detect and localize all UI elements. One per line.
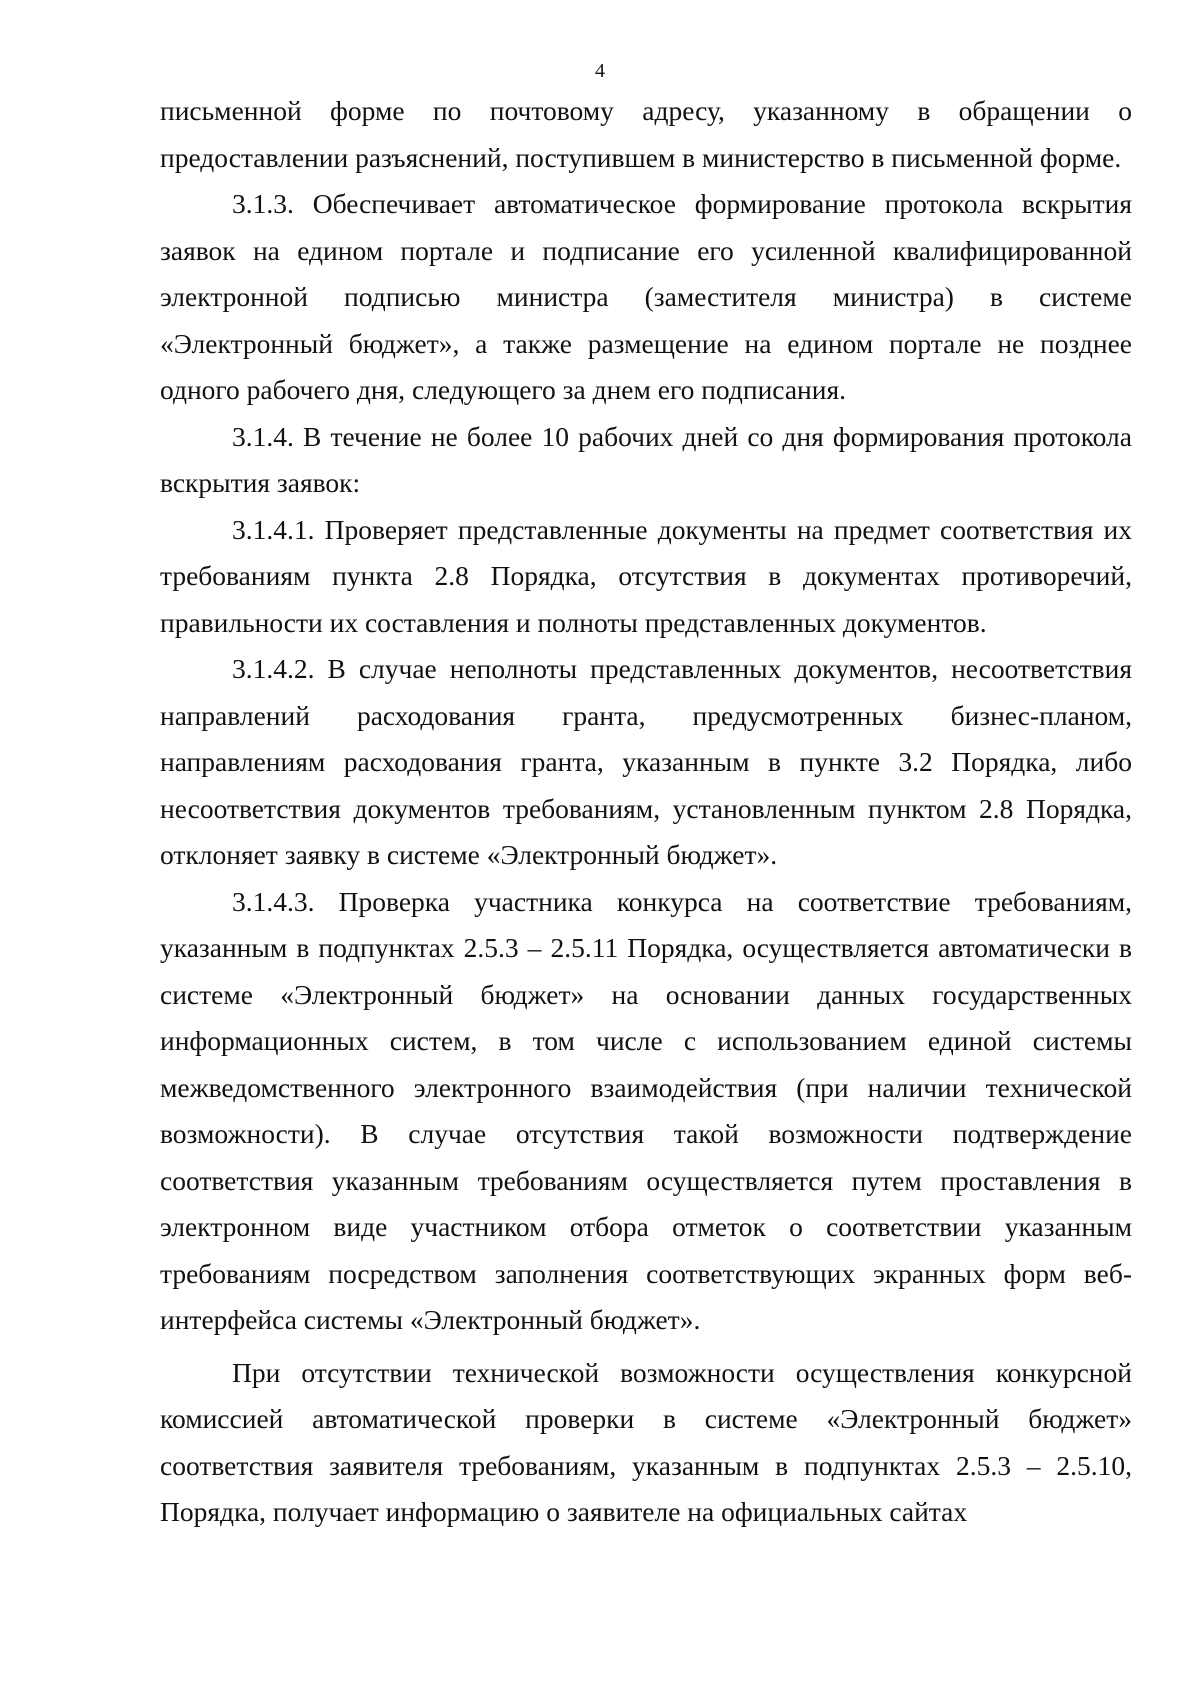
paragraph-3-1-4-2: 3.1.4.2. В случае неполноты представленных документов, несоответствия направлений расходования гранта, предусмотренных бизнес-планом, направлениям расходования гранта, указанным в пункте 3.2 Порядка, либо несоответствия документов требованиям, установленным пунктом 2.8 Порядка, отклоняет заявку в системе «Электронный бюджет». (160, 653, 1132, 870)
paragraph-3-1-4-1: 3.1.4.1. Проверяет представленные документы на предмет соответствия их требованиям пункта 2.8 Порядка, отсутствия в документах противоречий, правильности их составления и полноты представленных документов. (160, 513, 1132, 638)
document-body (160, 88, 1132, 1536)
paragraph-3-1-4: 3.1.4. В течение не более 10 рабочих дней со дня формирования протокола вскрытия заявок: (160, 420, 1132, 498)
page-number: 4 (595, 60, 605, 82)
paragraph-3-1-4-3: 3.1.4.3. Проверка участника конкурса на соответствие требованиям, указанным в подпунктах 2.5.3 – 2.5.11 Порядка, осуществляется автоматически в системе «Электронный бюджет» на основании данных государственных информационных систем, в том числе с использованием единой системы межведомственного электронного взаимодействия (при наличии технической возможности). В случае отсутствия такой возможности подтверждение соответствия указанным требованиям осуществляется путем проставления в электронном виде участником отбора отметок о соответствии указанным требованиям посредством заполнения соответствующих экранных форм веб-интерфейса системы «Электронный бюджет». (160, 885, 1132, 1335)
paragraph-continuation: письменной форме по почтовому адресу, указанному в обращении о предоставлении разъяснений, поступившем в министерство в письменной форме. (160, 95, 1132, 173)
paragraph-no-technical-possibility: При отсутствии технической возможности осуществления конкурсной комиссией автоматической проверки в системе «Электронный бюджет» соответствия заявителя требованиям, указанным в подпунктах 2.5.3 – 2.5.10, Порядка, получает информацию о заявителе на официальных сайтах (160, 1356, 1132, 1527)
paragraph-3-1-3: 3.1.3. Обеспечивает автоматическое формирование протокола вскрытия заявок на едином портале и подписание его усиленной квалифицированной электронной подписью министра (заместителя министра) в системе «Электронный бюджет», а также размещение на едином портале не позднее одного рабочего дня, следующего за днем его подписания. (160, 188, 1132, 405)
